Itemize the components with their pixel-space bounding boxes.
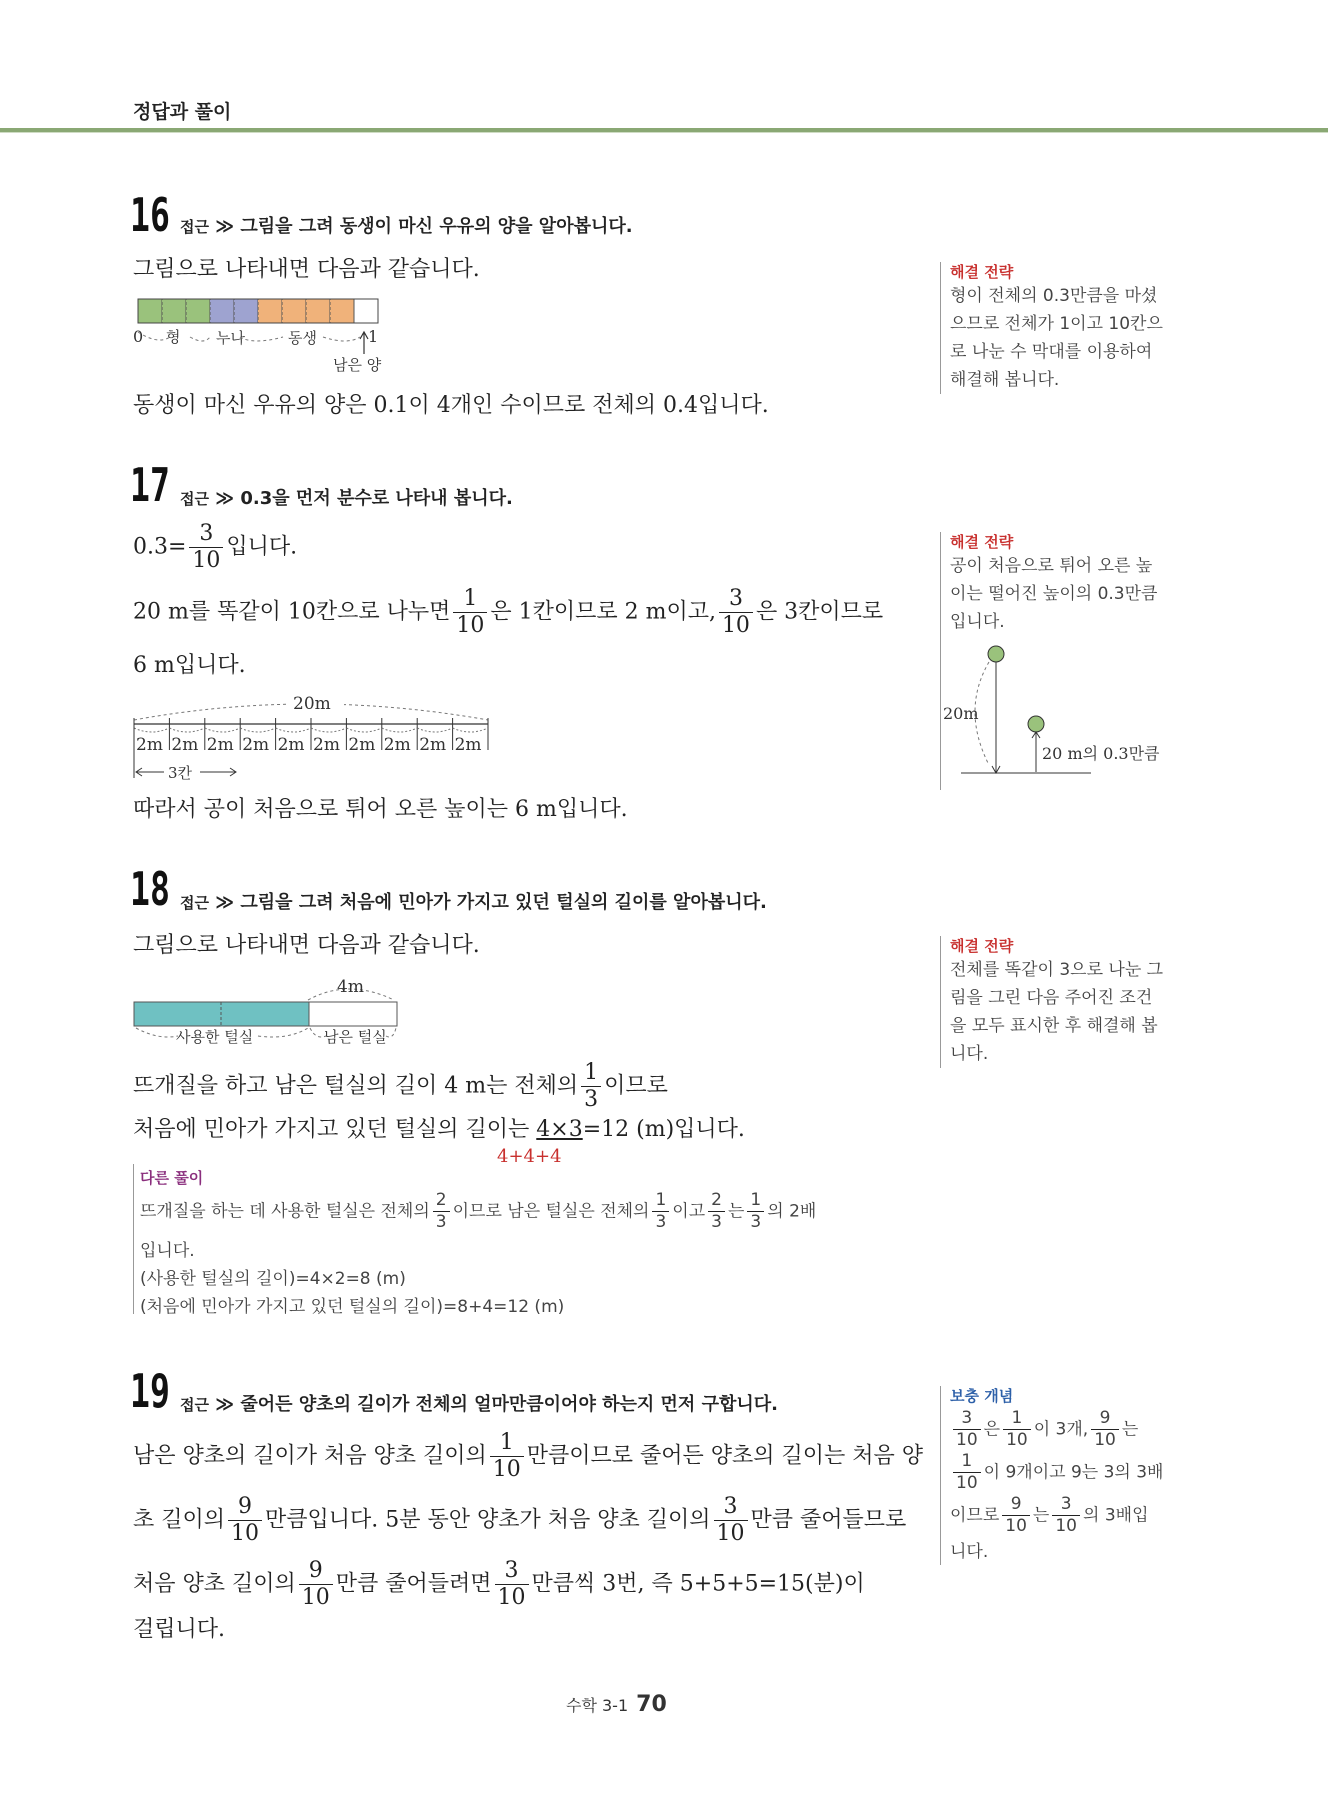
alternative-solution-box	[133, 1164, 900, 1317]
approach-text: 0.3을 먼저 분수로 나타내 봅니다.	[240, 488, 513, 509]
text-span: 뜨개질을 하는 데 사용한 털실은 전체의	[140, 1201, 430, 1222]
body-text: 걸립니다.	[133, 1617, 226, 1642]
body-text-line	[133, 1560, 865, 1609]
equation-line	[133, 523, 297, 572]
fraction	[719, 588, 753, 637]
fraction-denominator: 10	[492, 1457, 521, 1482]
approach-arrow-icon: ≫	[215, 488, 235, 509]
side-note-title: 보충 개념	[950, 1387, 1014, 1405]
body-text: 그림으로 나타내면 다음과 같습니다.	[133, 933, 480, 958]
text-span: 는	[1032, 1505, 1050, 1526]
total-length-label: 20m	[293, 694, 331, 714]
left-yarn-label: 남은 털실	[324, 1028, 387, 1046]
fraction	[708, 1192, 725, 1231]
page-header-title: 정답과 풀이	[133, 101, 232, 123]
text-span: 남은 양초의 길이가 처음 양초 길이의	[133, 1443, 487, 1469]
bar-label-sister: 누나	[216, 329, 245, 347]
text-span: 처음에 민아가 가지고 있던 털실의 길이는	[133, 1117, 530, 1142]
approach-arrow-icon: ≫	[215, 216, 235, 237]
cell-arc	[169, 728, 204, 732]
group-label: 3칸	[168, 764, 193, 782]
fraction-denominator: 10	[456, 613, 485, 638]
side-note-line: 로 나눈 수 막대를 이용하여	[950, 342, 1153, 362]
side-note-title: 해결 전략	[950, 937, 1014, 955]
bar-label-younger-sibling: 동생	[288, 329, 317, 347]
side-note-strategy	[940, 262, 1190, 394]
cell-arc	[134, 728, 169, 732]
approach-label: 접근	[180, 1396, 209, 1414]
text-span: 의 3배입	[1083, 1505, 1149, 1526]
header-rule-light	[0, 132, 1328, 133]
fraction-numerator: 1	[652, 1192, 669, 1212]
fraction-denominator: 10	[1094, 1430, 1116, 1450]
text-span: 0.3=	[133, 534, 187, 560]
fraction-denominator: 10	[956, 1430, 978, 1450]
question-number: 18	[130, 862, 170, 916]
text-span: 은 3칸이므로	[755, 599, 884, 625]
side-note-line: 이는 떨어진 높이의 0.3만큼	[950, 584, 1158, 604]
alt-line: 입니다.	[140, 1241, 195, 1261]
cell-arc	[240, 728, 275, 732]
fraction	[652, 1192, 669, 1231]
cell-arc	[346, 728, 381, 732]
bar-segment	[330, 299, 354, 323]
remaining-length-label: 4m	[337, 977, 364, 997]
bar-label-zero: 0	[133, 327, 144, 346]
cell-label: 2m	[277, 735, 305, 755]
text-span: 처음 양초 길이의	[133, 1571, 296, 1597]
fraction-numerator: 1	[953, 1453, 981, 1473]
side-note-line: 입니다.	[950, 612, 1005, 632]
cell-arc	[205, 728, 240, 732]
approach-line	[180, 484, 513, 510]
fraction-denominator: 10	[716, 1521, 745, 1546]
side-note-concept	[940, 1386, 1190, 1565]
text-span: 는	[727, 1201, 745, 1222]
fraction-denominator: 10	[1055, 1516, 1077, 1536]
fraction	[953, 1410, 981, 1449]
cell-label: 2m	[136, 735, 163, 755]
fraction-denominator: 3	[750, 1212, 762, 1232]
bar-segment	[162, 299, 186, 323]
fraction-numerator: 1	[453, 588, 487, 613]
side-note-line: 으므로 전체가 1이고 10칸으	[950, 314, 1163, 334]
page-number: 70	[636, 1692, 667, 1717]
text-span: 이 3개,	[1033, 1419, 1089, 1440]
text-span: 은	[983, 1419, 1001, 1440]
bar-segment	[234, 299, 258, 323]
approach-line	[180, 212, 633, 238]
fraction-numerator: 9	[1002, 1496, 1030, 1516]
yarn-bar-diagram	[128, 970, 408, 1055]
fraction	[490, 1432, 524, 1481]
approach-text: 줄어든 양초의 길이가 전체의 얼마만큼이어야 하는지 먼저 구합니다.	[240, 1394, 778, 1415]
distance-diagram	[128, 688, 498, 788]
repeated-addition-note: 4+4+4	[497, 1146, 562, 1167]
fraction	[433, 1192, 450, 1231]
text-span: 는	[1121, 1419, 1139, 1440]
bar-segment	[306, 299, 330, 323]
text-span: 은 1칸이므로 2 m이고,	[490, 599, 716, 625]
text-span: 만큼씩 3번, 즉 5+5+5=15(분)이	[531, 1571, 865, 1597]
bar-segment	[138, 299, 162, 323]
approach-label: 접근	[180, 894, 209, 912]
fraction-denominator: 10	[1006, 1430, 1028, 1450]
fraction-numerator: 1	[747, 1192, 764, 1212]
side-note-strategy	[940, 532, 1190, 790]
approach-arrow-icon: ≫	[215, 1394, 235, 1415]
alt-line: (사용한 털실의 길이)=4×2=8 (m)	[140, 1269, 406, 1289]
fraction	[953, 1453, 981, 1492]
bar-segment	[210, 299, 234, 323]
text-span: 이므로	[950, 1505, 1000, 1526]
text-span: 의 2배	[767, 1201, 817, 1222]
text-span: 만큼 줄어들려면	[335, 1571, 492, 1597]
cell-arc	[453, 728, 488, 732]
text-span: 20 m를 똑같이 10칸으로 나누면	[133, 599, 451, 625]
bar-segment	[258, 299, 282, 323]
bar-label-one: 1	[368, 327, 379, 346]
bar-label-remaining: 남은 양	[333, 356, 382, 374]
fraction-denominator: 3	[435, 1212, 447, 1232]
fraction-denominator: 10	[956, 1473, 978, 1493]
body-text-line	[133, 1116, 745, 1144]
bar-segment-empty	[354, 299, 378, 323]
fraction-numerator: 9	[228, 1496, 262, 1521]
fraction-numerator: 3	[189, 523, 223, 548]
fraction-numerator: 9	[1091, 1410, 1119, 1430]
approach-arrow-icon: ≫	[215, 892, 235, 913]
text-span: 만큼 줄어들므로	[750, 1507, 907, 1533]
body-text-line	[133, 1432, 923, 1481]
cell-label: 2m	[206, 735, 234, 755]
fraction	[1052, 1496, 1080, 1535]
cell-label: 2m	[348, 735, 376, 755]
side-note-line: 림을 그린 다음 주어진 조건	[950, 988, 1153, 1008]
cell-arc	[311, 728, 346, 732]
fraction-denominator: 3	[584, 1087, 599, 1112]
fraction-numerator: 1	[1003, 1410, 1031, 1430]
body-text: 따라서 공이 처음으로 튀어 오른 높이는 6 m입니다.	[133, 797, 628, 822]
body-text: 동생이 마신 우유의 양은 0.1이 4개인 수이므로 전체의 0.4입니다.	[133, 393, 769, 418]
text-span: 이 9개이고 9는 3의 3배	[983, 1462, 1164, 1483]
bar-segment	[186, 299, 210, 323]
side-note-title: 해결 전략	[950, 533, 1014, 551]
cell-arc	[276, 728, 311, 732]
page-footer	[566, 1692, 667, 1717]
fraction-denominator: 10	[301, 1585, 330, 1610]
question-number: 16	[130, 188, 170, 242]
side-note-line	[950, 1410, 1190, 1449]
text-span: 뜨개질을 하고 남은 털실의 길이 4 m는 전체의	[133, 1073, 579, 1099]
fraction-numerator: 2	[433, 1192, 450, 1212]
milk-bar-diagram	[128, 293, 398, 378]
side-note-line: 니다.	[950, 1044, 989, 1064]
side-note-line: 전체를 똑같이 3으로 나눈 그	[950, 960, 1164, 980]
alt-line: (처음에 민아가 가지고 있던 털실의 길이)=8+4=12 (m)	[140, 1297, 565, 1317]
approach-label: 접근	[180, 490, 209, 508]
side-note-line: 공이 처음으로 튀어 오른 높	[950, 556, 1153, 576]
fraction-denominator: 10	[721, 613, 750, 638]
text-span: 이고	[672, 1201, 706, 1222]
approach-line	[180, 888, 767, 914]
text-span: =12 (m)입니다.	[582, 1117, 745, 1142]
bar-segment	[282, 299, 306, 323]
cell-label: 2m	[242, 735, 270, 755]
text-span: 이므로	[604, 1073, 668, 1099]
fraction-denominator: 10	[1005, 1516, 1027, 1536]
text-span: 만큼이므로 줄어든 양초의 길이는 처음 양	[526, 1443, 924, 1469]
fraction-numerator: 2	[708, 1192, 725, 1212]
cell-label: 2m	[419, 735, 447, 755]
side-note-title: 해결 전략	[950, 263, 1014, 281]
fraction-numerator: 3	[719, 588, 753, 613]
side-note-line: 을 모두 표시한 후 해결해 봅	[950, 1016, 1158, 1036]
fraction	[189, 523, 223, 572]
approach-label: 접근	[180, 218, 209, 236]
text-span: 입니다.	[226, 534, 298, 560]
fraction	[1003, 1410, 1031, 1449]
cell-label: 2m	[454, 735, 482, 755]
side-note-strategy	[940, 936, 1190, 1068]
question-number: 19	[130, 1364, 170, 1418]
question-number: 17	[130, 458, 170, 512]
fraction-numerator: 3	[495, 1560, 529, 1585]
text-span: 만큼입니다. 5분 동안 양초가 처음 양초 길이의	[265, 1507, 711, 1533]
fraction-numerator: 3	[953, 1410, 981, 1430]
fraction	[453, 588, 487, 637]
used-yarn-label: 사용한 털실	[176, 1028, 254, 1046]
underlined-expression: 4×3	[536, 1117, 583, 1142]
side-note-line	[950, 1496, 1190, 1535]
body-text-line	[133, 1496, 906, 1545]
bounce-label: 20 m의 0.3만큼	[1042, 744, 1160, 763]
height-label: 20m	[943, 704, 979, 723]
text-span: 초 길이의	[133, 1507, 226, 1533]
footer-subject: 수학 3-1	[566, 1696, 629, 1715]
cell-label: 2m	[171, 735, 199, 755]
cell-arc	[417, 728, 452, 732]
body-text-line	[133, 588, 883, 637]
fraction-numerator: 1	[490, 1432, 524, 1457]
fraction-denominator: 10	[231, 1521, 260, 1546]
cell-arc	[382, 728, 417, 732]
body-text: 6 m입니다.	[133, 653, 246, 678]
fraction-numerator: 3	[714, 1496, 748, 1521]
fraction-denominator: 10	[192, 548, 221, 573]
side-note-line	[950, 1453, 1190, 1492]
fraction	[1091, 1410, 1119, 1449]
cell-label: 2m	[313, 735, 340, 755]
alt-title: 다른 풀이	[140, 1169, 204, 1187]
alt-line	[140, 1192, 900, 1231]
fraction	[747, 1192, 764, 1231]
fraction-numerator: 3	[1052, 1496, 1080, 1516]
approach-line	[180, 1390, 778, 1416]
fraction	[581, 1062, 601, 1111]
fraction	[714, 1496, 748, 1545]
text-span: 이므로 남은 털실은 전체의	[452, 1201, 650, 1222]
bar-label-older-brother: 형	[166, 328, 181, 346]
fraction-denominator: 10	[497, 1585, 526, 1610]
cell-label: 2m	[383, 735, 411, 755]
approach-text: 그림을 그려 동생이 마신 우유의 양을 알아봅니다.	[240, 216, 633, 237]
side-note-line: 해결해 봅니다.	[950, 370, 1060, 390]
fraction	[1002, 1496, 1030, 1535]
fraction	[299, 1560, 333, 1609]
fraction-denominator: 3	[655, 1212, 667, 1232]
fraction-denominator: 3	[711, 1212, 722, 1232]
fraction-numerator: 9	[299, 1560, 333, 1585]
side-note-line: 니다.	[950, 1542, 989, 1562]
body-text-line	[133, 1062, 668, 1111]
fraction	[228, 1496, 262, 1545]
ball-bounce-figure	[941, 640, 1181, 790]
approach-text: 그림을 그려 처음에 민아가 가지고 있던 털실의 길이를 알아봅니다.	[240, 892, 767, 913]
body-text: 그림으로 나타내면 다음과 같습니다.	[133, 257, 480, 282]
fraction	[495, 1560, 529, 1609]
side-note-line: 형이 전체의 0.3만큼을 마셨	[950, 286, 1158, 306]
fraction-numerator: 1	[581, 1062, 601, 1087]
